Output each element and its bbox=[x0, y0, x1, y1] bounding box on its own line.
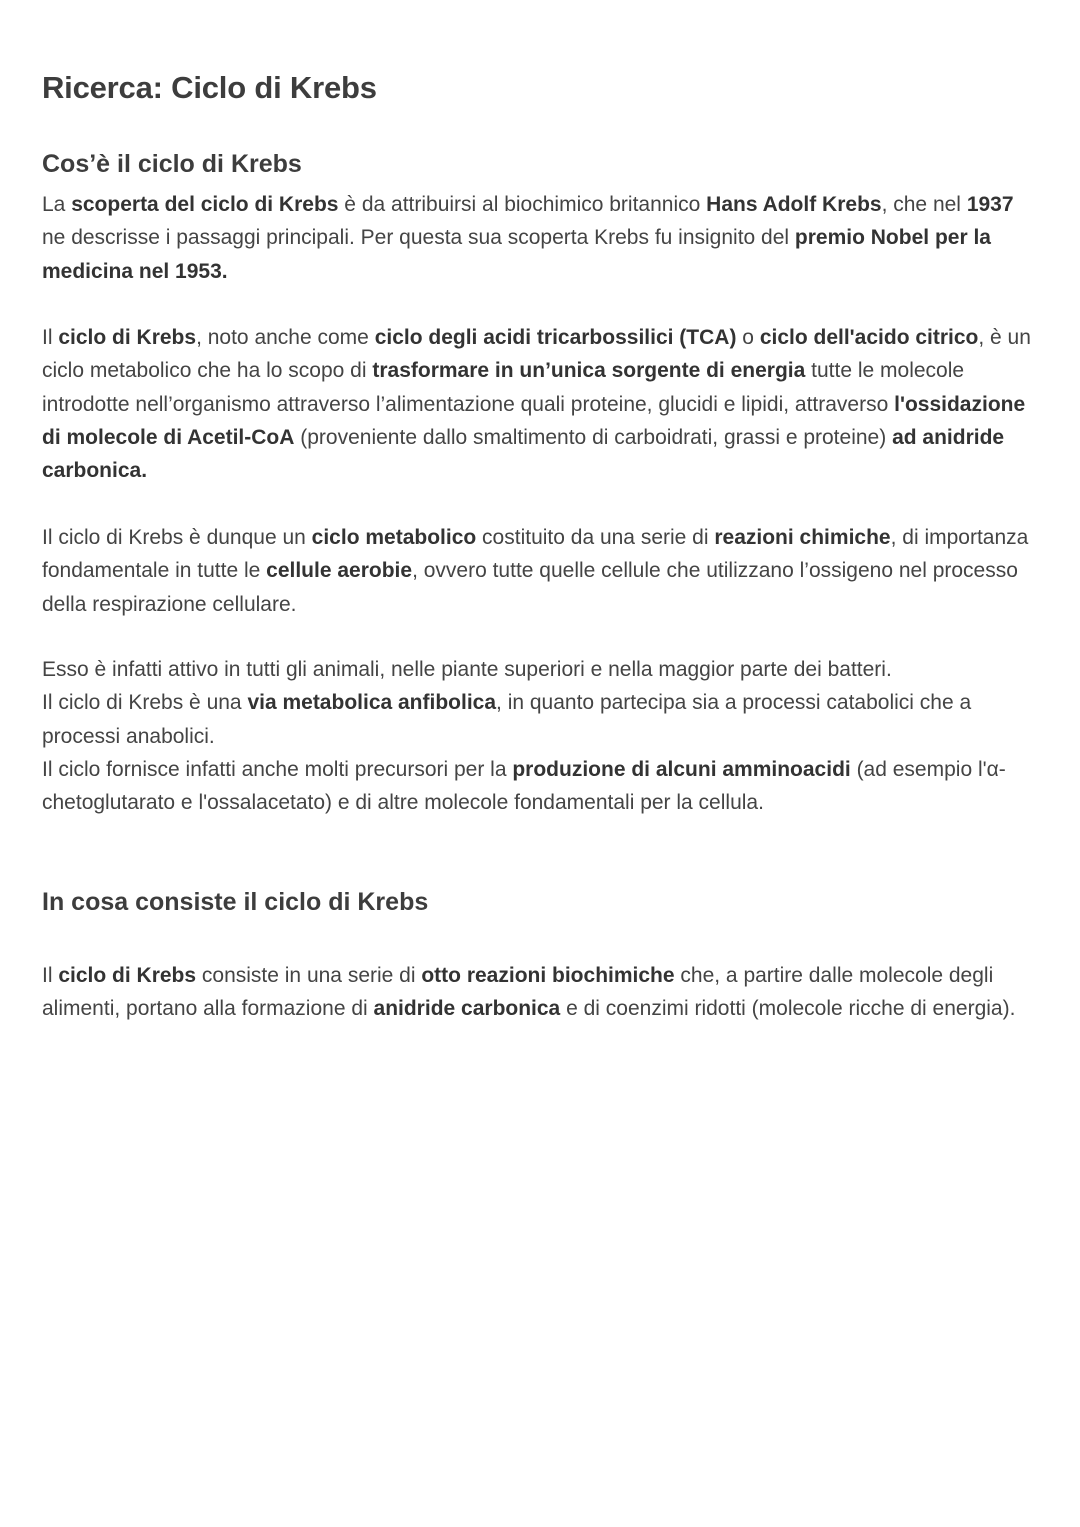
text-run: La bbox=[42, 193, 72, 216]
bold-text: 1937 bbox=[966, 193, 1014, 216]
paragraph-discovery bbox=[42, 188, 1042, 288]
bold-text: scoperta del ciclo di Krebs bbox=[71, 193, 339, 216]
text-run: consiste in una serie di bbox=[196, 964, 422, 987]
bold-text: ad anidride carbonica. bbox=[42, 425, 1005, 483]
text-run: (ad esempio l'α-chetoglutarato e l'ossalacetato) e di altre molecole fondamentali per la cellula. bbox=[42, 757, 1006, 815]
bold-text: trasformare in un’unica sorgente di energia bbox=[372, 359, 806, 383]
bold-text: otto reazioni biochimiche bbox=[421, 964, 675, 987]
text-run: , è un ciclo metabolico che ha lo scopo di bbox=[42, 326, 1031, 383]
text-run: Il ciclo di Krebs è una bbox=[42, 691, 248, 715]
text-run: , di importanza fondamentale in tutte le bbox=[42, 526, 1029, 583]
paragraph-definition bbox=[42, 321, 1042, 487]
bold-text: ciclo metabolico bbox=[311, 526, 477, 549]
section-heading-what-consists: In cosa consiste il ciclo di Krebs bbox=[42, 888, 429, 916]
text-run: che, a partire dalle molecole degli alimenti, portano alla formazione di bbox=[42, 964, 994, 1021]
bold-text: produzione di alcuni amminoacidi bbox=[512, 757, 851, 781]
text-run: Il bbox=[42, 964, 59, 987]
text-run: Il ciclo di Krebs è dunque un bbox=[42, 526, 312, 549]
bold-text: anidride carbonica bbox=[373, 997, 561, 1021]
bold-text: cellule aerobie bbox=[266, 559, 413, 583]
text-run: Il bbox=[42, 326, 59, 349]
bold-text: ciclo di Krebs bbox=[58, 326, 197, 349]
bold-text: ciclo dell'acido citrico bbox=[759, 326, 979, 349]
paragraph-metabolic-cycle bbox=[42, 521, 1042, 621]
paragraph-amphibolic bbox=[42, 653, 1042, 819]
text-run: Il ciclo fornisce infatti anche molti precursori per la bbox=[42, 757, 513, 781]
text-run: Esso è infatti attivo in tutti gli animali, nelle piante superiori e nella maggior parte dei batteri. bbox=[42, 658, 892, 681]
text-run: costituito da una serie di bbox=[476, 526, 715, 549]
text-run: , che nel bbox=[881, 193, 967, 216]
text-run: , ovvero tutte quelle cellule che utilizzano l’ossigeno nel processo della respirazione cellulare. bbox=[42, 559, 1018, 616]
bold-text: reazioni chimiche bbox=[714, 526, 891, 549]
document-title: Ricerca: Ciclo di Krebs bbox=[42, 70, 377, 105]
text-run: (proveniente dallo smaltimento di carboidrati, grassi e proteine) bbox=[294, 425, 893, 449]
bold-text: Hans Adolf Krebs bbox=[706, 193, 882, 216]
text-run: è da attribuirsi al biochimico britannico bbox=[338, 193, 707, 216]
text-run: ne descrisse i passaggi principali. Per questa sua scoperta Krebs fu insignito del bbox=[42, 226, 795, 250]
text-run: , in quanto partecipa sia a processi catabolici che a processi anabolici. bbox=[42, 691, 972, 748]
bold-text: ciclo degli acidi tricarbossilici (TCA) bbox=[374, 326, 737, 349]
paragraph-eight-reactions bbox=[42, 959, 1042, 1026]
bold-text: l'ossidazione di molecole di Acetil-CoA bbox=[42, 392, 1026, 449]
text-run: , noto anche come bbox=[196, 326, 375, 349]
text-run: o bbox=[736, 326, 760, 349]
text-run: e di coenzimi ridotti (molecole ricche di energia). bbox=[560, 997, 1016, 1021]
bold-text: premio Nobel per la medicina nel 1953. bbox=[42, 226, 991, 283]
bold-text: via metabolica anfibolica bbox=[247, 691, 497, 715]
bold-text: ciclo di Krebs bbox=[58, 964, 197, 987]
section-heading-what-is: Cos’è il ciclo di Krebs bbox=[42, 150, 302, 178]
text-run: tutte le molecole introdotte nell’organismo attraverso l’alimentazione quali proteine, glucidi e lipidi, attraverso bbox=[42, 359, 965, 416]
